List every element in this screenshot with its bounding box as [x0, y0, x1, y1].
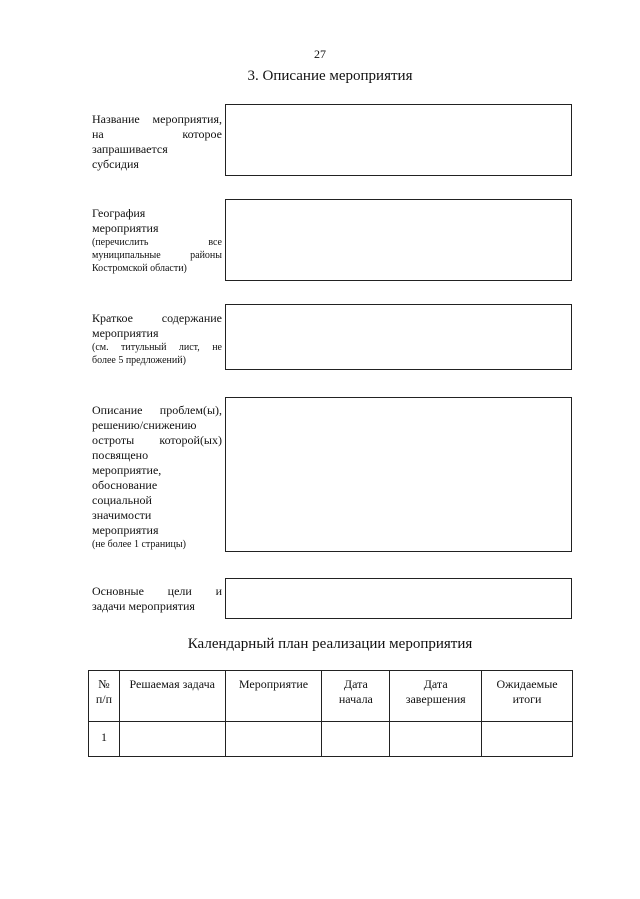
header-line: Решаемая задача: [129, 677, 215, 691]
label-line: посвящено: [92, 448, 149, 462]
column-header-activity: [225, 671, 322, 722]
field-label-problem-description: [92, 403, 222, 551]
table-cell-task[interactable]: [119, 722, 225, 757]
goals-field[interactable]: [225, 578, 572, 619]
field-label-event-name: [92, 112, 222, 172]
label-line: задачи мероприятия: [92, 599, 195, 613]
page-number: 27: [314, 47, 326, 61]
label-line: значимости: [92, 508, 152, 522]
label-line: на которое: [92, 127, 222, 141]
label-line: мероприятия: [92, 523, 159, 537]
calendar-plan-table: [88, 670, 573, 757]
header-line: Ожидаемые: [496, 677, 558, 691]
field-label-goals: [92, 584, 222, 614]
header-line: итоги: [512, 692, 542, 706]
section-title: 3. Описание мероприятия: [247, 68, 413, 84]
label-line: мероприятие,: [92, 463, 162, 477]
label-line: решению/снижению: [92, 418, 197, 432]
label-note: (см. титульный лист, не: [92, 342, 222, 353]
header-line: начала: [338, 692, 373, 706]
header-line: завершения: [405, 692, 466, 706]
header-line: Дата: [343, 677, 368, 691]
label-line: субсидия: [92, 157, 139, 171]
table-cell-activity[interactable]: [225, 722, 322, 757]
table-header-row: [89, 671, 573, 722]
label-note: (не более 1 страницы): [92, 539, 186, 550]
table-cell-start-date[interactable]: [322, 722, 390, 757]
field-label-summary: [92, 311, 222, 367]
header-line: Дата: [423, 677, 448, 691]
label-line: Краткое содержание: [92, 311, 222, 325]
column-header-task: [119, 671, 225, 722]
label-note: Костромской области): [92, 263, 187, 274]
column-header-start-date: [322, 671, 390, 722]
table-cell-number: 1: [89, 722, 120, 757]
label-line: обоснование: [92, 478, 158, 492]
field-label-geography: [92, 206, 222, 275]
label-line: Описание проблем(ы),: [92, 403, 222, 417]
geography-field[interactable]: [225, 199, 572, 281]
plan-title: Календарный план реализации мероприятия: [187, 636, 473, 652]
label-note: муниципальные районы: [92, 250, 222, 261]
label-line: мероприятия: [92, 221, 159, 235]
header-line: №: [98, 677, 110, 691]
label-note: более 5 предложений): [92, 355, 186, 366]
table-cell-end-date[interactable]: [390, 722, 482, 757]
header-line: Мероприятие: [238, 677, 309, 691]
column-header-end-date: [390, 671, 482, 722]
column-header-expected-results: [482, 671, 573, 722]
summary-field[interactable]: [225, 304, 572, 370]
header-line: п/п: [95, 692, 113, 706]
table-row: [89, 722, 573, 757]
label-line: остроты которой(ых): [92, 433, 222, 447]
label-line: социальной: [92, 493, 152, 507]
label-note: (перечислить все: [92, 237, 222, 248]
label-line: География: [92, 206, 146, 220]
table-cell-expected-results[interactable]: [482, 722, 573, 757]
label-line: мероприятия: [92, 326, 159, 340]
label-line: Название мероприятия,: [92, 112, 222, 126]
label-line: запрашивается: [92, 142, 168, 156]
problem-description-field[interactable]: [225, 397, 572, 552]
event-name-field[interactable]: [225, 104, 572, 176]
label-line: Основные цели и: [92, 584, 222, 598]
column-header-number: [89, 671, 120, 722]
